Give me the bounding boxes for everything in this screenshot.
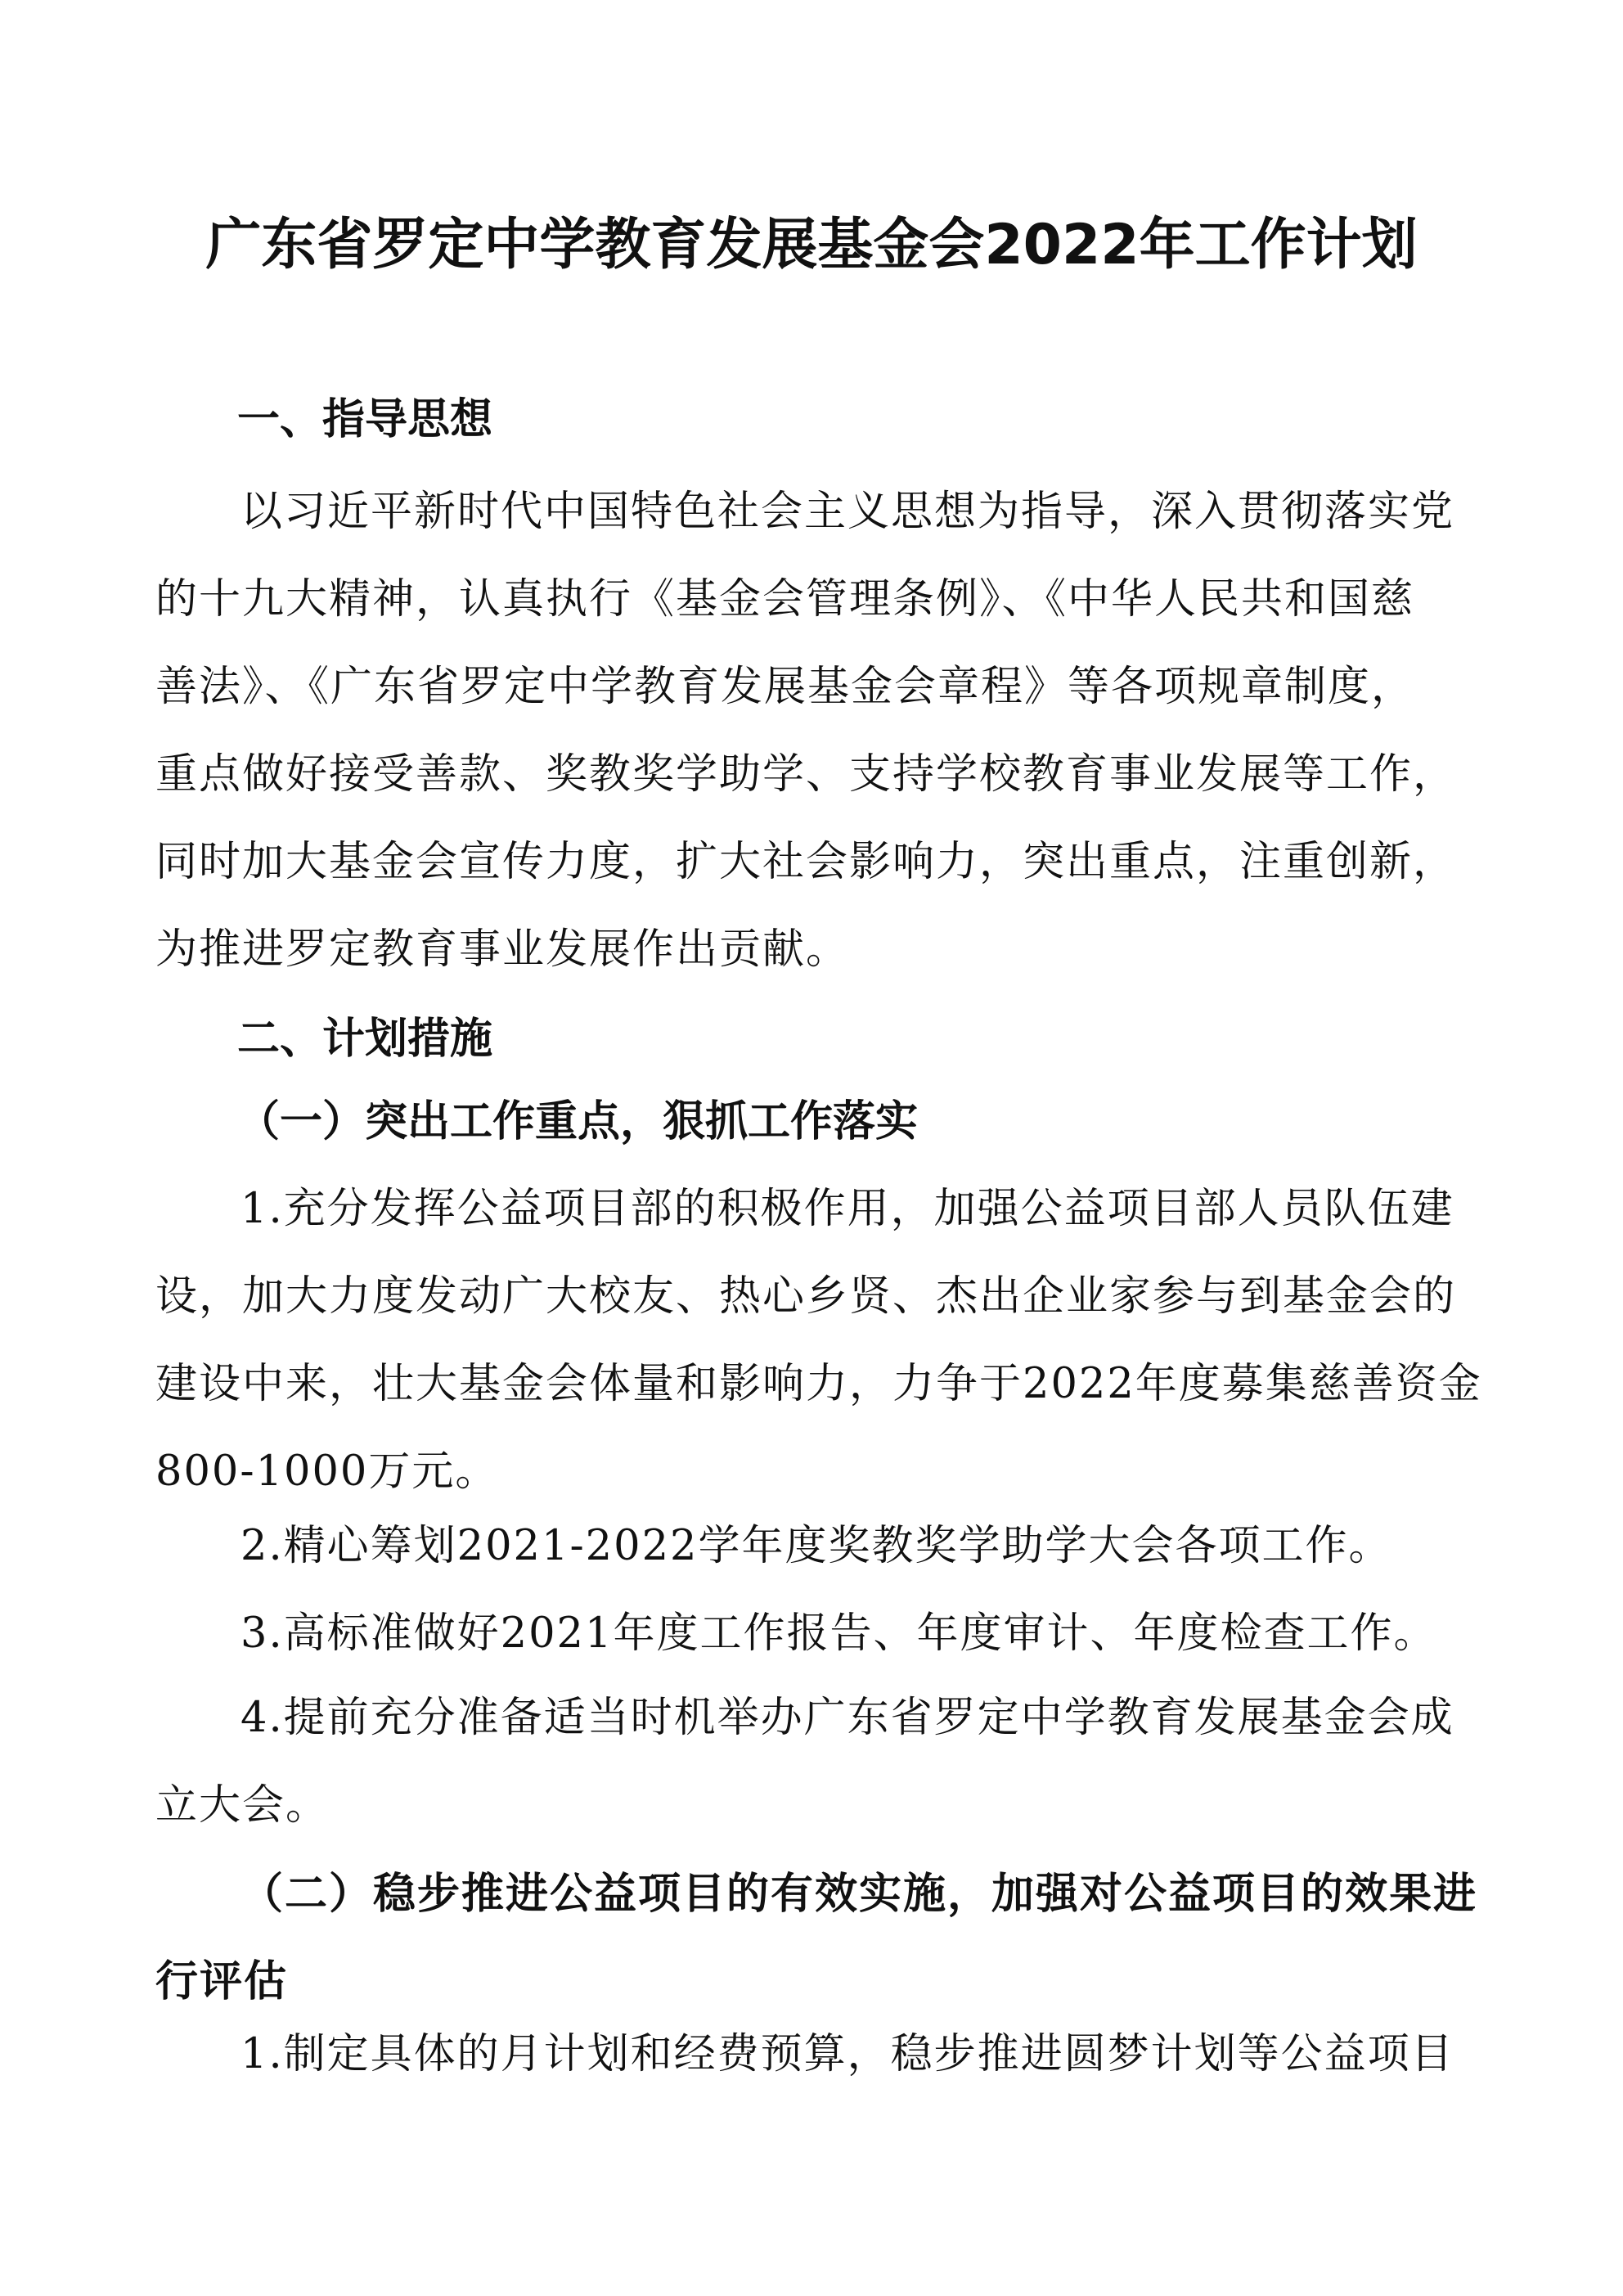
paragraph-line: 设，加大力度发动广大校友、热心乡贤、杰出企业家参与到基金会的 [155, 1272, 1457, 1321]
paragraph-line: 以习近平新时代中国特色社会主义思想为指导，深入贯彻落实党 [241, 488, 1455, 536]
item-5-paragraph [155, 2010, 1454, 2098]
item-4-paragraph [155, 1674, 1454, 1849]
paragraph-line: 的十九大精神，认真执行《基金会管理条例》、《中华人民共和国慈 [155, 575, 1415, 624]
subsection-heading-2 [155, 1851, 1477, 2026]
item-3-paragraph [155, 1590, 1436, 1677]
item-1-paragraph [155, 1165, 1482, 1515]
section-1-paragraph [155, 468, 1456, 993]
paragraph-line: 建设中来，壮大基金会体量和影响力，力争于2022年度募集慈善资金 [155, 1360, 1482, 1408]
subheading-line: （二）稳步推进公益项目的有效实施，加强对公益项目的效果进 [241, 1870, 1478, 1919]
subheading-line: 行评估 [155, 1957, 289, 2006]
paragraph-line: 1.充分发挥公益项目部的积极作用，加强公益项目部人员队伍建 [241, 1185, 1454, 1233]
paragraph-line: 同时加大基金会宣传力度，扩大社会影响力，突出重点，注重创新， [155, 838, 1457, 886]
item-2-paragraph [155, 1502, 1391, 1590]
paragraph-line: 立大会。 [155, 1781, 330, 1830]
paragraph-line: 善法》、《广东省罗定中学教育发展基金会章程》等各项规章制度， [155, 663, 1415, 711]
paragraph-line: 4.提前充分准备适当时机举办广东省罗定中学教育发展基金会成 [241, 1694, 1454, 1742]
paragraph-line: 1.制定具体的月计划和经费预算，稳步推进圆梦计划等公益项目 [241, 2030, 1454, 2078]
paragraph-line: 800-1000万元。 [155, 1447, 499, 1496]
section-heading-plan-measures: 二、计划措施 [237, 1015, 493, 1064]
subsection-heading-1: （一）突出工作重点，狠抓工作落实 [237, 1097, 919, 1146]
paragraph-line: 重点做好接受善款、奖教奖学助学、支持学校教育事业发展等工作， [155, 750, 1457, 799]
document-title: 广东省罗定中学教育发展基金会2022年工作计划 [205, 213, 1418, 277]
paragraph-line: 3.高标准做好2021年度工作报告、年度审计、年度检查工作。 [241, 1609, 1437, 1658]
section-heading-guiding-ideology: 一、指导思想 [237, 395, 493, 444]
paragraph-line: 为推进罗定教育事业发展作出贡献。 [155, 925, 850, 974]
paragraph-line: 2.精心筹划2021-2022学年度奖教奖学助学大会各项工作。 [241, 1522, 1392, 1570]
